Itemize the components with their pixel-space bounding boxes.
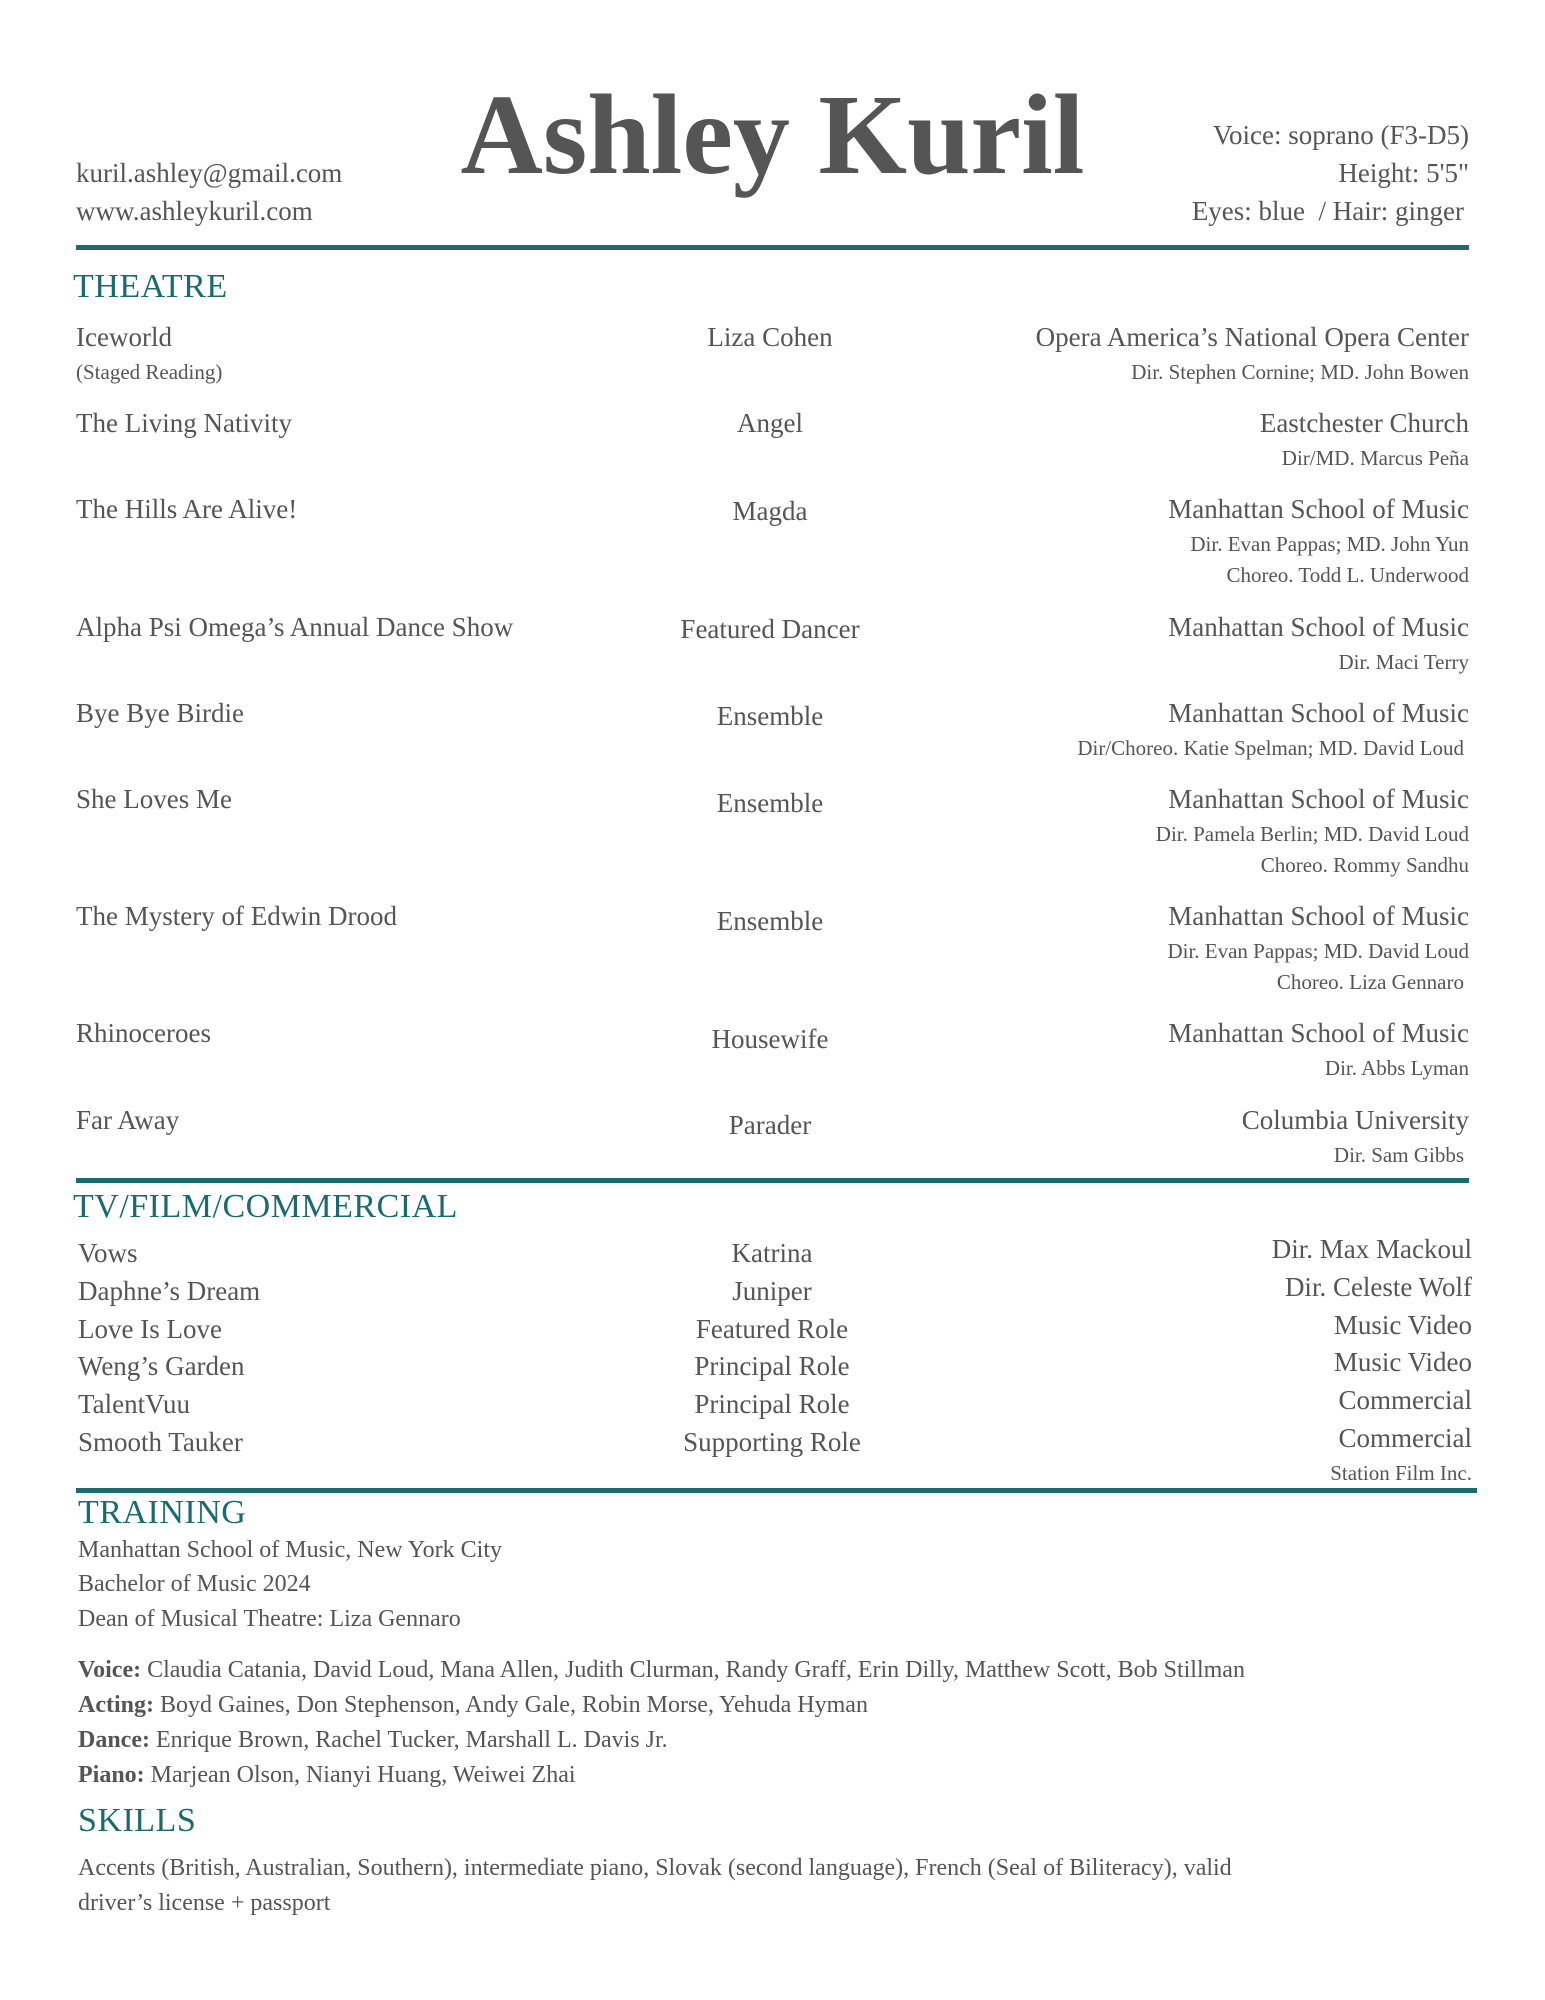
role: Angel xyxy=(737,408,803,438)
section-heading-theatre: THEATRE xyxy=(73,268,228,305)
film-title: TalentVuu xyxy=(78,1389,190,1419)
venue: Manhattan School of Music xyxy=(1168,1018,1469,1048)
film-title: Daphne’s Dream xyxy=(78,1276,261,1306)
credit: Dir/MD. Marcus Peña xyxy=(1281,446,1469,470)
credit: Choreo. Rommy Sandhu xyxy=(1260,853,1469,877)
venue: Manhattan School of Music xyxy=(1168,784,1469,814)
show-title: The Mystery of Edwin Drood xyxy=(76,901,397,931)
film-credit: Dir. Celeste Wolf xyxy=(1284,1272,1472,1302)
film-role: Juniper xyxy=(732,1276,812,1306)
header-divider xyxy=(76,245,1469,250)
height: Height: 5'5" xyxy=(1338,158,1469,188)
credit: Choreo. Todd L. Underwood xyxy=(1226,563,1469,587)
film-role: Principal Role xyxy=(694,1351,850,1381)
website: www.ashleykuril.com xyxy=(76,196,313,226)
venue: Eastchester Church xyxy=(1259,408,1469,438)
eyes-hair: Eyes: blue / Hair: ginger xyxy=(1191,196,1464,226)
section-heading-film: TV/FILM/COMMERCIAL xyxy=(73,1188,458,1225)
role: Ensemble xyxy=(716,701,824,731)
theatre-divider xyxy=(76,1178,1469,1183)
role: Liza Cohen xyxy=(707,322,833,352)
film-credit: Commercial xyxy=(1338,1385,1472,1415)
voice-type: Voice: soprano (F3-D5) xyxy=(1213,120,1469,150)
film-credit: Music Video xyxy=(1333,1347,1472,1377)
teacher-label: Piano: xyxy=(78,1762,145,1788)
teacher-label: Acting: xyxy=(78,1692,154,1718)
show-title: Bye Bye Birdie xyxy=(76,698,244,728)
film-credit: Commercial xyxy=(1338,1423,1472,1453)
teachers-piano xyxy=(78,1762,576,1789)
section-heading-skills: SKILLS xyxy=(78,1802,197,1839)
training-dean: Dean of Musical Theatre: Liza Gennaro xyxy=(78,1606,461,1632)
film-title: Love Is Love xyxy=(78,1314,222,1344)
role: Ensemble xyxy=(716,788,824,818)
teacher-names: Boyd Gaines, Don Stephenson, Andy Gale, Robin Morse, Yehuda Hyman xyxy=(153,1692,868,1718)
applicant-name: Ashley Kuril xyxy=(460,71,1085,198)
venue: Opera America’s National Opera Center xyxy=(1035,322,1469,352)
training-degree: Bachelor of Music 2024 xyxy=(78,1571,311,1597)
film-role: Principal Role xyxy=(694,1389,850,1419)
credit: Dir. Sam Gibbs xyxy=(1333,1143,1464,1167)
email: kuril.ashley@gmail.com xyxy=(76,158,343,188)
film-role: Supporting Role xyxy=(683,1427,861,1457)
credit: Choreo. Liza Gennaro xyxy=(1276,970,1464,994)
teacher-names: Enrique Brown, Rachel Tucker, Marshall L. Davis Jr. xyxy=(149,1727,668,1753)
film-credit: Music Video xyxy=(1333,1310,1472,1340)
show-title: She Loves Me xyxy=(76,784,232,814)
role: Featured Dancer xyxy=(680,614,860,644)
credit: Dir. Stephen Cornine; MD. John Bowen xyxy=(1131,360,1469,384)
credit: Dir. Evan Pappas; MD. David Loud xyxy=(1167,939,1469,963)
credit: Dir/Choreo. Katie Spelman; MD. David Loud xyxy=(1077,736,1464,760)
role: Housewife xyxy=(711,1024,829,1054)
venue: Manhattan School of Music xyxy=(1168,494,1469,524)
venue: Columbia University xyxy=(1241,1105,1469,1135)
role: Parader xyxy=(728,1110,812,1140)
film-footnote: Station Film Inc. xyxy=(1330,1461,1472,1485)
teacher-label: Dance: xyxy=(78,1727,150,1753)
teachers-voice xyxy=(78,1657,1245,1684)
show-title: Iceworld xyxy=(76,322,172,352)
skills-line-2: driver’s license + passport xyxy=(78,1890,331,1916)
training-school: Manhattan School of Music, New York City xyxy=(78,1537,502,1563)
film-title: Weng’s Garden xyxy=(78,1351,245,1381)
film-role: Katrina xyxy=(731,1238,813,1268)
role: Ensemble xyxy=(716,906,824,936)
teacher-label: Voice: xyxy=(78,1657,142,1683)
section-heading-training: TRAINING xyxy=(78,1494,247,1531)
show-title: Far Away xyxy=(76,1105,180,1135)
show-title: Rhinoceroes xyxy=(76,1018,211,1048)
show-note: (Staged Reading) xyxy=(76,360,223,384)
teachers-acting xyxy=(78,1692,868,1719)
show-title: The Hills Are Alive! xyxy=(76,494,298,524)
venue: Manhattan School of Music xyxy=(1168,698,1469,728)
venue: Manhattan School of Music xyxy=(1168,901,1469,931)
credit: Dir. Abbs Lyman xyxy=(1324,1056,1469,1080)
film-title: Vows xyxy=(78,1238,138,1268)
film-credit: Dir. Max Mackoul xyxy=(1271,1234,1472,1264)
film-role: Featured Role xyxy=(695,1314,849,1344)
teacher-names: Marjean Olson, Nianyi Huang, Weiwei Zhai xyxy=(144,1762,576,1788)
show-title: Alpha Psi Omega’s Annual Dance Show xyxy=(76,612,514,642)
film-title: Smooth Tauker xyxy=(78,1427,243,1457)
teachers-dance xyxy=(78,1727,668,1754)
film-divider xyxy=(76,1488,1477,1493)
venue: Manhattan School of Music xyxy=(1168,612,1469,642)
teacher-names: Claudia Catania, David Loud, Mana Allen, Judith Clurman, Randy Graff, Erin Dilly, Matthew Scott, Bob Stillman xyxy=(141,1657,1245,1683)
show-title: The Living Nativity xyxy=(76,408,292,438)
credit: Dir. Pamela Berlin; MD. David Loud xyxy=(1155,822,1469,846)
credit: Dir. Maci Terry xyxy=(1338,650,1469,674)
role: Magda xyxy=(732,496,808,526)
credit: Dir. Evan Pappas; MD. John Yun xyxy=(1190,532,1469,556)
skills-line-1: Accents (British, Australian, Southern), intermediate piano, Slovak (second language), French (Seal of Biliteracy), valid xyxy=(78,1855,1232,1881)
